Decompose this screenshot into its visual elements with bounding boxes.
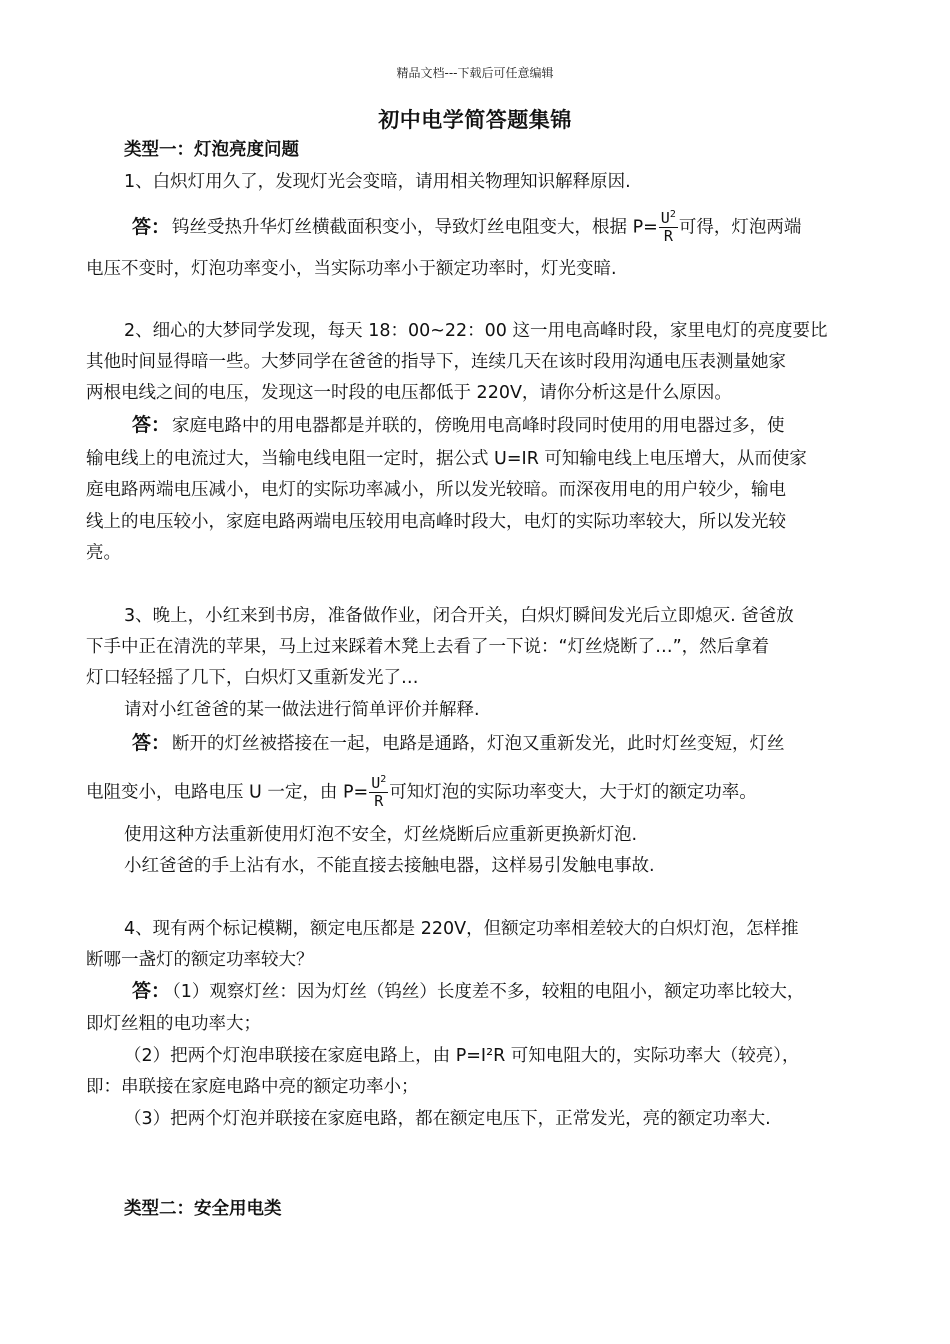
q1-question: 1、白炽灯用久了，发现灯光会变暗，请用相关物理知识解释原因. [124, 172, 631, 192]
answer-text: 电阻变小，电路电压 U 一定，由 P= [86, 782, 369, 803]
q4-answer-line-1 [132, 979, 804, 1004]
power-formula: $\frac{U^2}{R}$ [660, 209, 676, 245]
answer-text: （1）观察灯丝：因为灯丝（钨丝）长度差不多，较粗的电阻小，额定功率比较大， [172, 982, 805, 1002]
q4-answer-line-2: 即灯丝粗的电功率大； [86, 1014, 261, 1034]
answer-text: 可知灯泡的实际功率变大，大于灯的额定功率。 [389, 782, 757, 803]
answer-label: 答： [132, 215, 171, 238]
q2-answer-line-4: 线上的电压较小，家庭电路两端电压较用电高峰时段大，电灯的实际功率较大，所以发光较 [86, 512, 786, 532]
q2-question-line-3: 两根电线之间的电压，发现这一时段的电压都低于 220V，请你分析这是什么原因。 [86, 383, 732, 403]
q3-answer-line-4: 小红爸爸的手上沾有水，不能直接去接触电器，这样易引发触电事故. [124, 856, 655, 876]
q2-question-line-2: 其他时间显得暗一些。大梦同学在爸爸的指导下，连续几天在该时段用沟通电压表测量她家 [86, 352, 786, 372]
q2-answer-line-5: 亮。 [86, 543, 121, 563]
answer-text: 断开的灯丝被搭接在一起，电路是通路，灯泡又重新发光，此时灯丝变短，灯丝 [172, 734, 785, 754]
q2-answer-line-2: 输电线上的电流过大，当输电线电阻一定时，据公式 U=IR 可知输电线上电压增大，从而使家 [86, 449, 807, 469]
q4-question-line-2: 断哪一盏灯的额定功率较大？ [86, 950, 314, 970]
q3-question-line-2: 下手中正在清洗的苹果，马上过来踩着木凳上去看了一下说：“灯丝烧断了…”，然后拿着 [86, 637, 770, 657]
section-heading-2: 类型二：安全用电类 [124, 1199, 282, 1219]
answer-label: 答： [132, 980, 171, 1002]
q3-question-line-3: 灯口轻轻摇了几下，白炽灯又重新发光了… [86, 668, 419, 688]
power-formula: $\frac{U^2}{R}$ [371, 774, 387, 810]
q2-answer-line-1 [132, 413, 785, 438]
header-watermark: 精品文档---下载后可任意编辑 [396, 66, 554, 80]
answer-text: 可得，灯泡两端 [678, 217, 802, 238]
section-heading-1: 类型一：灯泡亮度问题 [124, 140, 299, 160]
q1-answer-line-1 [132, 210, 801, 245]
q4-question-line-1: 4、现有两个标记模糊，额定电压都是 220V，但额定功率相差较大的白炽灯泡，怎样推 [124, 919, 799, 939]
q4-answer-line-3: （2）把两个灯泡串联接在家庭电路上，由 P=I²R 可知电阻大的，实际功率大（较亮）， [124, 1046, 800, 1066]
q3-question-line-1: 3、晚上，小红来到书房，准备做作业，闭合开关，白炽灯瞬间发光后立即熄灭. 爸爸放 [124, 606, 794, 626]
q3-answer-line-3: 使用这种方法重新使用灯泡不安全，灯丝烧断后应重新更换新灯泡. [124, 825, 638, 845]
answer-label: 答： [132, 732, 171, 754]
answer-label: 答： [132, 414, 171, 436]
q1-answer-line-2: 电压不变时，灯泡功率变小，当实际功率小于额定功率时，灯光变暗. [86, 259, 617, 279]
answer-text: 家庭电路中的用电器都是并联的，傍晚用电高峰时段同时使用的用电器过多，使 [172, 416, 785, 436]
q3-question-line-4: 请对小红爸爸的某一做法进行简单评价并解释. [124, 700, 480, 720]
page-title: 初中电学简答题集锦 [378, 108, 572, 132]
q4-answer-line-5: （3）把两个灯泡并联接在家庭电路，都在额定电压下，正常发光，亮的额定功率大. [124, 1109, 771, 1129]
q2-answer-line-3: 庭电路两端电压减小，电灯的实际功率减小，所以发光较暗。而深夜用电的用户较少，输电 [86, 480, 786, 500]
answer-text: 钨丝受热升华灯丝横截面积变小，导致灯丝电阻变大，根据 P= [172, 217, 658, 238]
q3-answer-line-2 [86, 775, 757, 810]
q3-answer-line-1 [132, 731, 785, 756]
q2-question-line-1: 2、细心的大梦同学发现，每天 18：00~22：00 这一用电高峰时段，家里电灯的亮度要比 [124, 321, 828, 341]
q4-answer-line-4: 即：串联接在家庭电路中亮的额定功率小； [86, 1077, 419, 1097]
